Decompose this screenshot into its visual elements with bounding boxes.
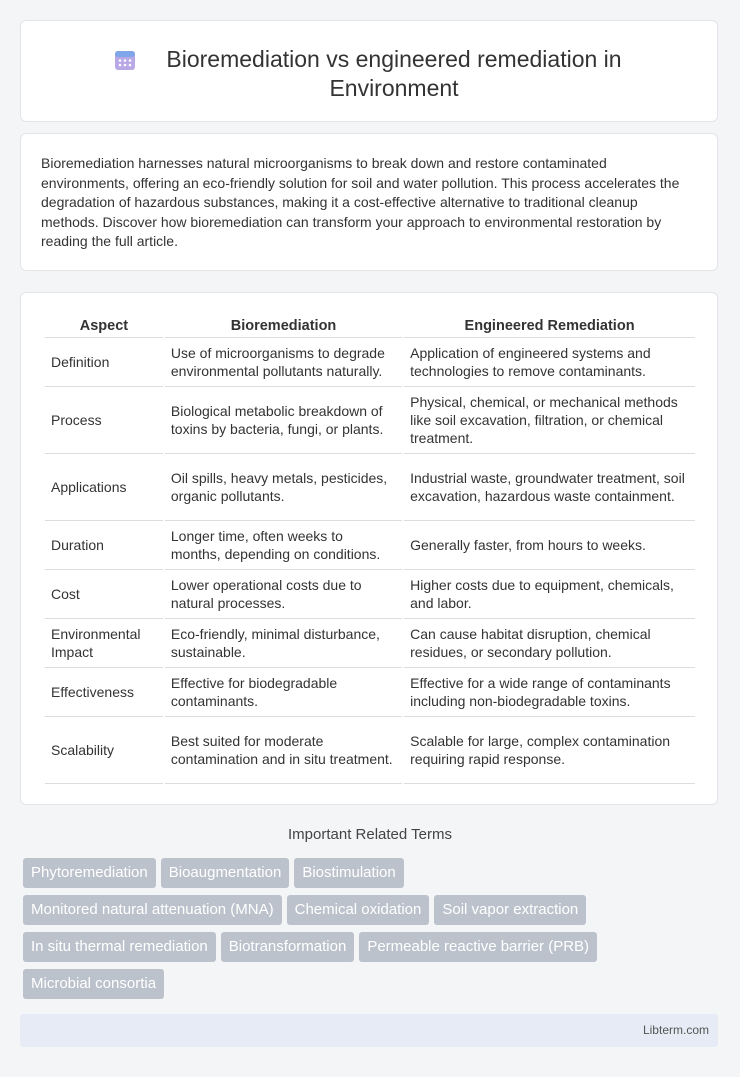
row-eng: Effective for a wide range of contaminants including non-biodegradable toxins. [404, 668, 695, 717]
title-card [20, 20, 718, 122]
row-bio: Biological metabolic breakdown of toxins by bacteria, fungi, or plants. [165, 387, 402, 454]
row-bio: Eco-friendly, minimal disturbance, sustainable. [165, 619, 402, 668]
row-bio: Use of microorganisms to degrade environmental pollutants naturally. [165, 338, 402, 387]
related-term-tag[interactable]: Chemical oxidation [287, 895, 430, 925]
related-terms-list [23, 858, 723, 1006]
related-terms-heading: Important Related Terms [288, 826, 452, 843]
table-row [45, 521, 695, 570]
table-row [45, 570, 695, 619]
footer [20, 1014, 718, 1047]
row-aspect: Applications [45, 454, 163, 521]
page-title: Bioremediation vs engineered remediation in Environment [166, 46, 622, 101]
row-eng: Industrial waste, groundwater treatment, soil excavation, hazardous waste containment. [404, 454, 695, 521]
row-eng: Physical, chemical, or mechanical methods like soil excavation, filtration, or chemical treatment. [404, 387, 695, 454]
table-row [45, 668, 695, 717]
footer-site-link[interactable]: Libterm.com [642, 1023, 709, 1037]
row-aspect: Effectiveness [45, 668, 163, 717]
related-term-tag[interactable]: In situ thermal remediation [23, 932, 216, 962]
row-eng: Higher costs due to equipment, chemicals, and labor. [404, 570, 695, 619]
header-aspect: Aspect [45, 315, 163, 338]
related-term-tag[interactable]: Biotransformation [221, 932, 355, 962]
intro-paragraph: Bioremediation harnesses natural microorganisms to break down and restore contaminated environments, offering an eco-friendly solution for soil and water pollution. This process accelerates the degradation of hazardous substances, making it a cost-effective alternative to traditional cleanup methods. Discover how bioremediation can transform your approach to environmental restoration by reading the full article. [41, 155, 680, 249]
header-bioremediation: Bioremediation [165, 315, 402, 338]
related-term-tag[interactable]: Soil vapor extraction [434, 895, 586, 925]
row-aspect: Cost [45, 570, 163, 619]
row-aspect: Environmental Impact [45, 619, 163, 668]
related-term-tag[interactable]: Permeable reactive barrier (PRB) [359, 932, 597, 962]
table-header-row [45, 315, 695, 338]
intro-card [20, 133, 718, 271]
row-bio: Oil spills, heavy metals, pesticides, organic pollutants. [165, 454, 402, 521]
row-aspect: Duration [45, 521, 163, 570]
row-bio: Lower operational costs due to natural processes. [165, 570, 402, 619]
row-bio: Best suited for moderate contamination and in situ treatment. [165, 717, 402, 784]
row-eng: Scalable for large, complex contamination requiring rapid response. [404, 717, 695, 784]
row-bio: Effective for biodegradable contaminants. [165, 668, 402, 717]
related-term-tag[interactable]: Biostimulation [294, 858, 403, 888]
row-eng: Can cause habitat disruption, chemical residues, or secondary pollution. [404, 619, 695, 668]
row-eng: Generally faster, from hours to weeks. [404, 521, 695, 570]
header-engineered: Engineered Remediation [404, 315, 695, 338]
row-aspect: Definition [45, 338, 163, 387]
row-aspect: Scalability [45, 717, 163, 784]
row-eng: Application of engineered systems and technologies to remove contaminants. [404, 338, 695, 387]
table-row [45, 338, 695, 387]
table-row [45, 619, 695, 668]
related-term-tag[interactable]: Phytoremediation [23, 858, 156, 888]
comparison-card [20, 292, 718, 805]
related-term-tag[interactable]: Bioaugmentation [161, 858, 290, 888]
table-row [45, 454, 695, 521]
row-bio: Longer time, often weeks to months, depending on conditions. [165, 521, 402, 570]
comparison-table [43, 315, 697, 784]
table-row [45, 387, 695, 454]
related-term-tag[interactable]: Monitored natural attenuation (MNA) [23, 895, 282, 925]
row-aspect: Process [45, 387, 163, 454]
table-row [45, 717, 695, 784]
related-term-tag[interactable]: Microbial consortia [23, 969, 164, 999]
